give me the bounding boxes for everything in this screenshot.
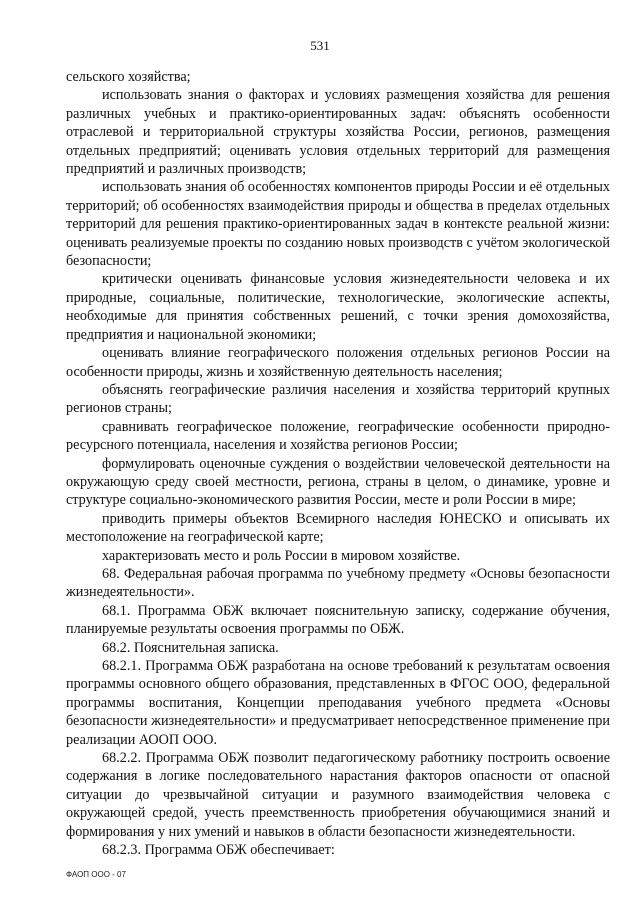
- footer-label: ФАОП ООО - 07: [66, 870, 126, 879]
- paragraph: сельского хозяйства;: [66, 69, 191, 85]
- paragraph: оценивать влияние географического положения отдельных регионов России на особенности природы, жизнь и хозяйственную деятельность населения;: [66, 345, 610, 380]
- section-heading: 68. Федеральная рабочая программа по учебному предмету «Основы безопасности жизнедеятельности».: [66, 565, 610, 601]
- body-text: [66, 68, 610, 859]
- paragraph: использовать знания об особенностях компонентов природы России и её отдельных территорий; об особенностях взаимодействия природы и общества в пределах отдельных территорий для решения практико-ориентированных задач в контексте реальной жизни: оценивать реализуемые проекты по созданию новых производств с учётом экологической безопасности;: [66, 179, 610, 270]
- paragraph: объяснять географические различия населения и хозяйства территорий крупных регионов страны;: [66, 381, 610, 417]
- paragraph: сравнивать географическое положение, географические особенности природно-ресурсного потенциала, населения и хозяйства регионов России;: [66, 418, 610, 454]
- paragraph: 68.2.3. Программа ОБЖ обеспечивает:: [102, 842, 335, 859]
- paragraph: использовать знания о факторах и условиях размещения хозяйства для решения различных учебных и практико-ориентированных задач: объяснять особенности отраслевой и территориальной структуры хозяйства России, регионов, размещения отдельных предприятий; оценивать условия отдельных территорий для размещения предприятий и различных производств;: [66, 87, 610, 178]
- paragraph: 68.2. Пояснительная записка.: [102, 639, 279, 656]
- paragraph: приводить примеры объектов Всемирного наследия ЮНЕСКО и описывать их местоположение на географической карте;: [66, 510, 610, 546]
- paragraph: 68.2.1. Программа ОБЖ разработана на основе требований к результатам освоения программы основного общего образования, представленных в ФГОС ООО, федеральной программы воспитания, Концепции преподавания учебного предмета «Основы безопасности жизнедеятельности» и предусматривает непосредственное применение при реализации АООП ООО.: [66, 658, 610, 748]
- paragraph: 68.2.2. Программа ОБЖ позволит педагогическому работнику построить освоение содержания в логике последовательного нарастания факторов опасности от опасной ситуации до чрезвычайной ситуации и разумного взаимодействия человека с окружающей средой, учесть преемственность приобретения обучающимися знаний и формирования у них умений и навыков в области безопасности жизнедеятельности.: [66, 750, 610, 840]
- paragraph: характеризовать место и роль России в мировом хозяйстве.: [102, 547, 461, 564]
- page-number: 531: [310, 38, 330, 53]
- paragraph: формулировать оценочные суждения о воздействии человеческой деятельности на окружающую среду своей местности, региона, страны в целом, о динамике, уровне и структуре социально-экономического развития России, месте и роли России в мире;: [66, 455, 610, 509]
- paragraph: 68.1. Программа ОБЖ включает пояснительную записку, содержание обучения, планируемые результаты освоения программы по ОБЖ.: [66, 602, 610, 638]
- paragraph: критически оценивать финансовые условия жизнедеятельности человека и их природные, социальные, политические, технологические, экологические аспекты, необходимые для принятия собственных решений, с точки зрения домохозяйства, предприятия и национальной экономики;: [66, 271, 610, 343]
